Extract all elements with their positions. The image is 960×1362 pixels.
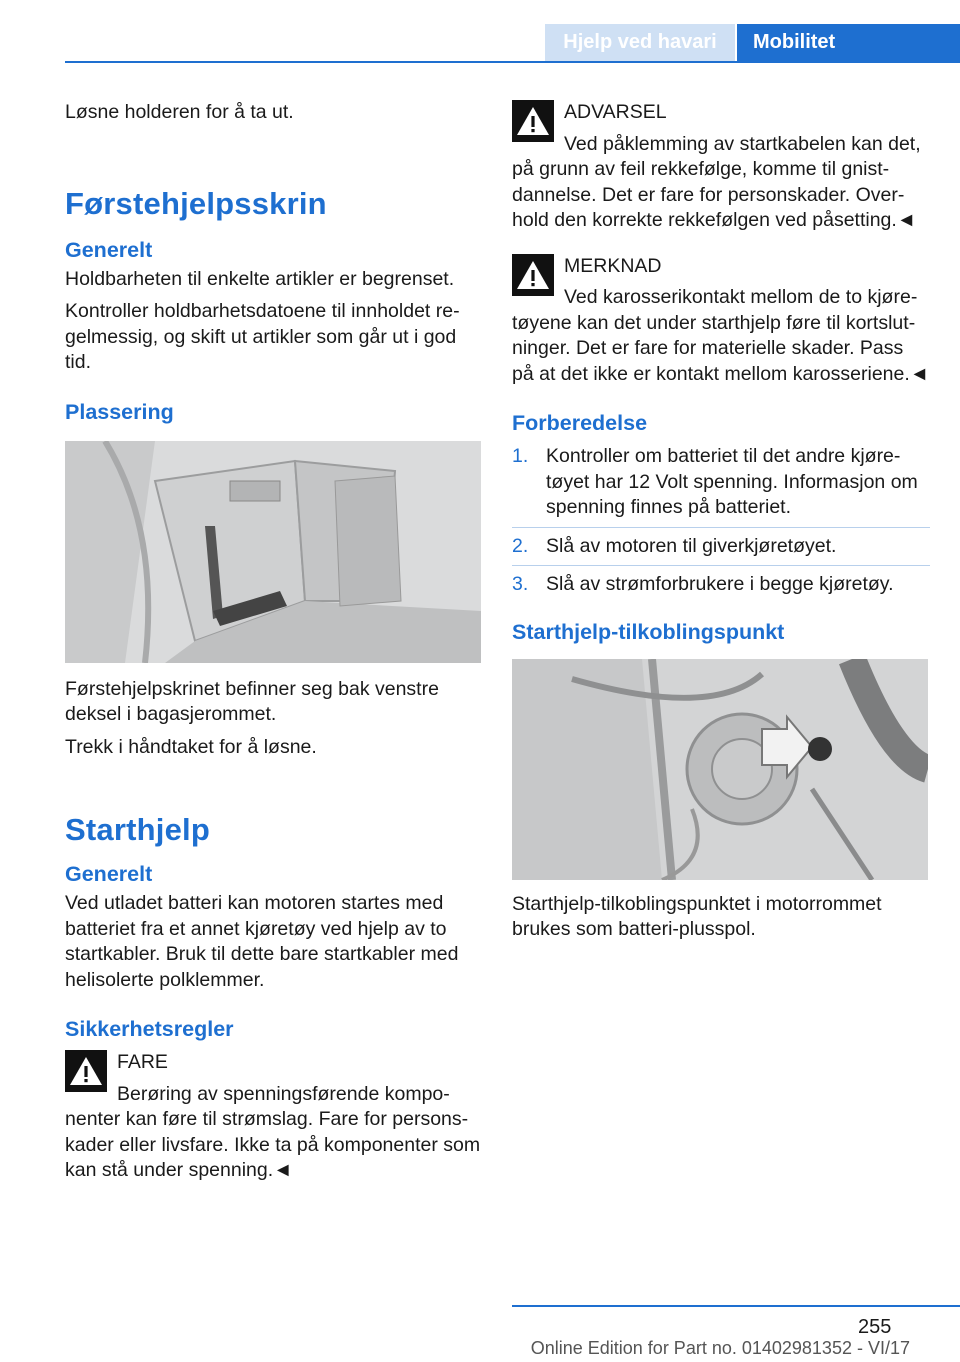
pull-handle-text: Trekk i håndtaket for å løsne. [65,735,317,758]
footer-rule [512,1305,960,1307]
notice-text: Ved karosserikontakt mellom de to kjøretøyene kan det under starthjelp føre til kortslutninger. Det er fare for materielle skader. Pass på at det ikke er kontakt mellom karosseriene.◄ [512,286,930,385]
warning-triangle-icon [65,1050,107,1092]
list-item [512,444,930,528]
header-rule [65,61,960,63]
warning-notice [512,100,930,234]
chapter-tab: Mobilitet [737,24,960,61]
step-text: Slå av motoren til giverkjøretøyet. [546,534,837,557]
connection-point-text: Starthjelp-tilkoblingspunktet i motorrommet brukes som batteri-plusspol. [512,892,882,940]
heading-connection-point: Starthjelp-tilkoblingspunkt [512,619,785,644]
heading-preparation: Forberedelse [512,411,648,435]
section-tab: Hjelp ved havari [545,24,735,61]
step-text: Slå av strømforbrukere i begge kjøretøy. [546,573,894,595]
intro-text: Løsne holderen for å ta ut. [65,101,294,123]
check-dates-text: Kontroller holdbarhetsdatoene til innholdet regelmessig, og skift ut artikler som går ut i god tid. [65,300,460,373]
heading-safety: Sikkerhetsregler [65,1017,234,1041]
danger-label: FARE [117,1051,168,1073]
step-text: Kontroller om batteriet til det andre kjøretøyet har 12 Volt spenning. Informasjon om spenning finnes på batteriet. [546,445,918,518]
step-number: 3. [512,573,529,595]
warning-text: Ved påklemming av startkabelen kan det, på grunn av feil rekkefølge, komme til gnistdannelse. Det er fare for personskader. Overhold den korrekte rekkefølgen ved påsetting.◄ [512,132,921,231]
list-item [512,572,930,598]
jump-general-text: Ved utladet batteri kan motoren startes med batteriet fra et annet kjøretøy ved hjelp av to startkabler. Bruk til dette bare startkabler med helisolerte polklemmer. [65,892,459,991]
right-column [512,100,930,950]
trunk-photo [65,441,481,663]
danger-text: Berøring av spenningsførende komponenter kan føre til strømslag. Fare for personskader eller livsfare. Ikke ta på komponenter som kan stå under spenning.◄ [65,1082,481,1181]
left-column [65,100,481,1191]
danger-notice [65,1050,481,1184]
notice-label: MERKNAD [564,254,662,277]
warning-label: ADVARSEL [564,101,667,123]
engine-bay-photo [512,659,928,880]
step-number: 2. [512,534,529,557]
preparation-steps [512,444,930,598]
page-number: 255 [858,1316,892,1338]
list-item [512,534,930,567]
warning-triangle-icon [512,254,554,296]
warning-triangle-icon [512,100,554,142]
location-text: Førstehjelpskrinet befinner seg bak venstre deksel i bagasjerommet. [65,677,439,725]
heading-first-aid: Førstehjelpsskrin [65,185,327,221]
heading-jump-start: Starthjelp [65,812,210,847]
durability-text: Holdbarheten til enkelte artikler er begrenset. [65,267,455,290]
heading-general-1: Generelt [65,237,153,262]
heading-general-2: Generelt [65,862,153,886]
caution-notice [512,254,930,388]
step-number: 1. [512,445,529,467]
heading-location: Plassering [65,399,174,424]
edition-text: Online Edition for Part no. 01402981352 - VI/17 [530,1338,910,1358]
